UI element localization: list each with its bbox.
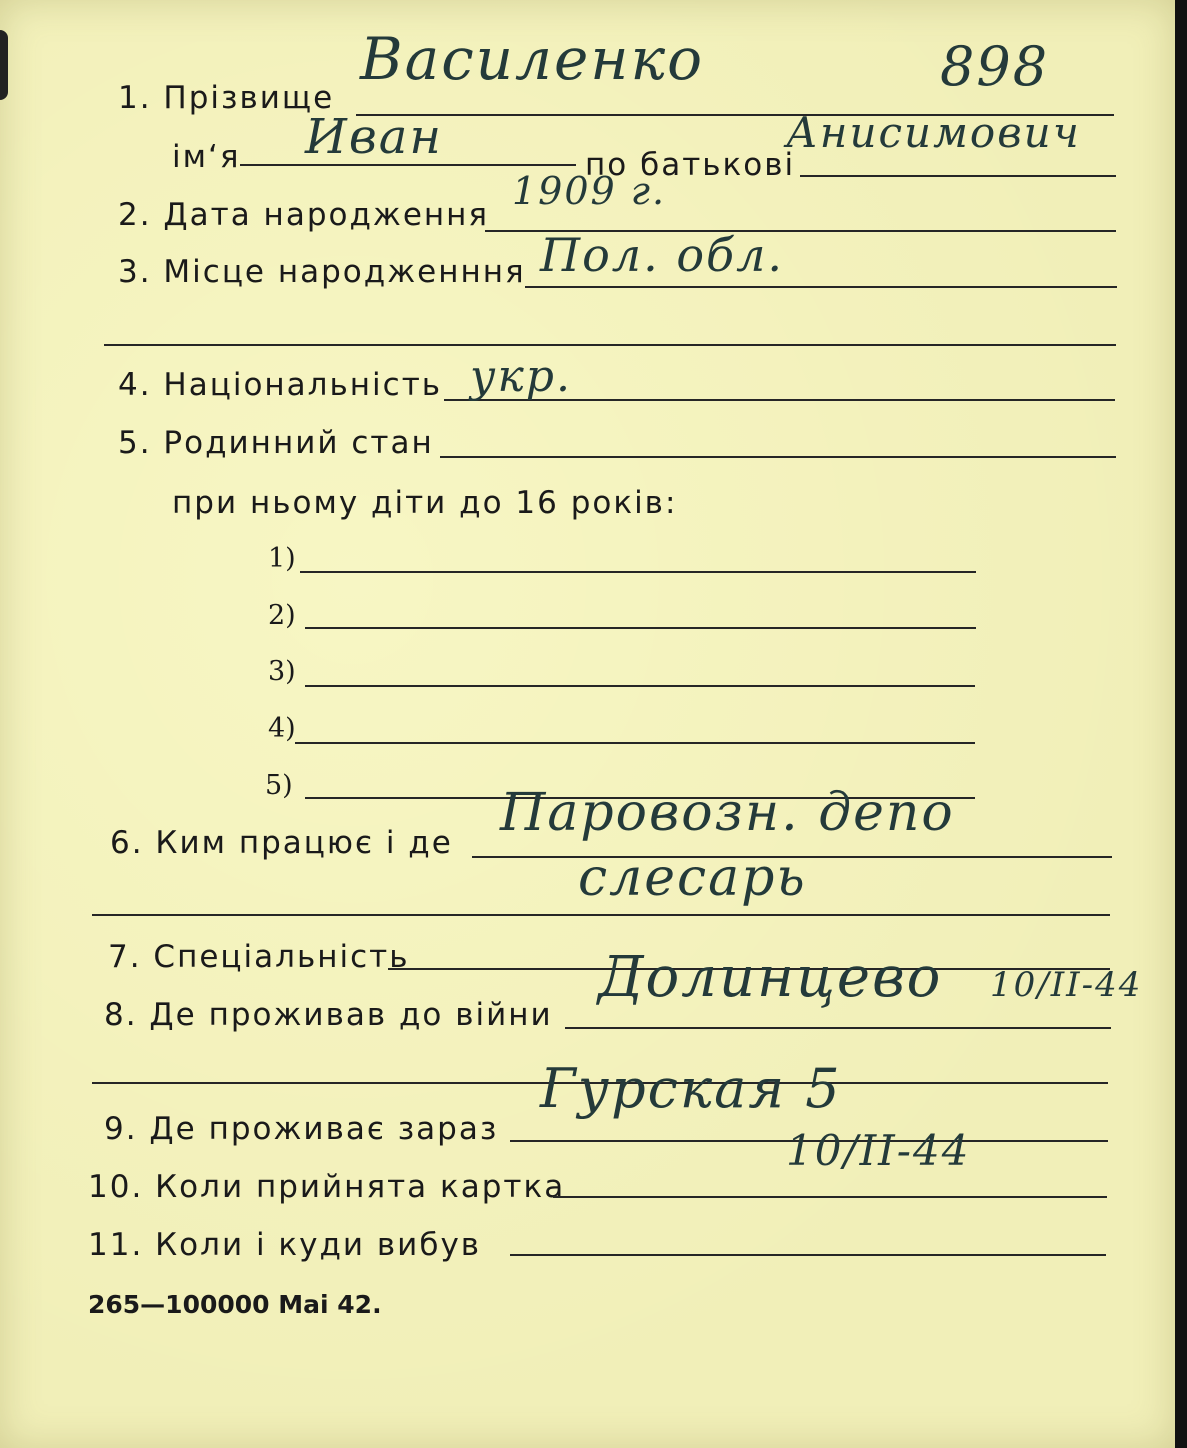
child-5-label: 5) [265, 770, 293, 801]
card-edge-notch [0, 30, 8, 100]
birthdate-label: 2. Дата народження [118, 197, 490, 233]
child-1-label: 1) [268, 543, 296, 574]
prewar-label: 8. Де проживав до війни [104, 997, 553, 1033]
departed-label: 11. Коли і куди вибув [88, 1227, 482, 1263]
card-number-handwritten: 898 [940, 35, 1050, 98]
accepted-label: 10. Коли прийнята картка [88, 1169, 566, 1205]
birthplace-handwritten: Пол. обл. [540, 228, 785, 282]
birth-year-handwritten: 1909 г. [512, 169, 667, 213]
birthplace-line-2 [104, 344, 1116, 346]
specialty-label: 7. Спеціальність [108, 939, 410, 975]
child-4-label: 4) [268, 713, 296, 744]
print-run-footer: 265—100000 Mai 42. [88, 1290, 382, 1319]
first-name-handwritten: Иван [305, 109, 444, 165]
nationality-handwritten: укр. [470, 351, 572, 402]
child-1-line [300, 571, 976, 573]
current-address-handwritten: Гурская 5 [540, 1057, 842, 1120]
patronymic-handwritten: Анисимович [786, 108, 1081, 157]
patronymic-line [800, 175, 1116, 177]
child-3-line [305, 685, 975, 687]
accepted-line [553, 1196, 1107, 1198]
work-line-2 [92, 914, 1110, 916]
work-label: 6. Ким працює і де [110, 825, 453, 861]
child-3-label: 3) [268, 656, 296, 687]
accepted-date-handwritten: 10/II-44 [786, 1126, 971, 1175]
child-2-line [305, 627, 976, 629]
surname-label: 1. Прізвище [118, 80, 335, 116]
prewar-date-handwritten: 10/II-44 [990, 965, 1143, 1005]
nationality-label: 4. Національність [118, 367, 443, 403]
family-label: 5. Родинний стан [118, 425, 434, 461]
child-4-line [295, 742, 975, 744]
prewar-handwritten: Долинцево [598, 945, 943, 1010]
birthplace-line [525, 286, 1117, 288]
family-line [440, 456, 1116, 458]
departed-line [510, 1254, 1106, 1256]
patronymic-label: по батькові [585, 147, 796, 183]
surname-handwritten: Василенко [360, 25, 705, 93]
work-handwritten-1: Паровозн. депо [500, 783, 955, 843]
current-label: 9. Де проживає зараз [104, 1111, 499, 1147]
prewar-line [565, 1027, 1111, 1029]
birthplace-label: 3. Місце народженння [118, 254, 526, 290]
name-label: ім‘я [172, 139, 241, 175]
children-label: при ньому діти до 16 років: [172, 485, 678, 521]
work-handwritten-2: слесарь [578, 848, 807, 908]
child-2-label: 2) [268, 600, 296, 631]
